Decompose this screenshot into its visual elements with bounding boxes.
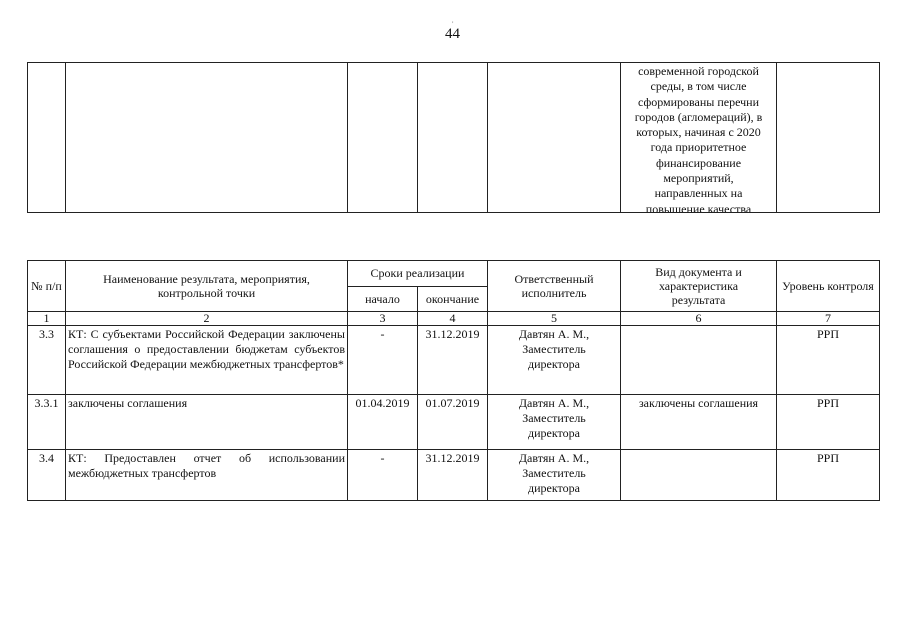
plan-table — [27, 260, 880, 501]
header-row-1 — [28, 261, 880, 287]
col-number: 1 — [28, 312, 66, 326]
continuation-row — [28, 63, 880, 213]
header-start: начало — [348, 286, 418, 312]
header-responsible: Ответственный исполнитель — [488, 261, 621, 312]
col-number: 6 — [621, 312, 777, 326]
header-name: Наименование результата, мероприятия, контрольной точки — [66, 261, 348, 312]
row-num: 3.3.1 — [28, 395, 66, 450]
continuation-line: современной городской — [638, 64, 759, 78]
row-start: - — [348, 450, 418, 501]
continuation-line: финансирование — [655, 155, 742, 170]
row-doc: заключены соглашения — [621, 395, 777, 450]
row-name: заключены соглашения — [66, 395, 348, 450]
row-end: 31.12.2019 — [418, 450, 488, 501]
row-doc — [621, 450, 777, 501]
col-number: 3 — [348, 312, 418, 326]
continuation-line: повышение качества — [645, 201, 752, 212]
row-start: 01.04.2019 — [348, 395, 418, 450]
continuation-cell-control — [777, 63, 880, 213]
row-control: РРП — [777, 326, 880, 395]
table-row — [28, 395, 880, 450]
row-name: КТ: Предоставлен отчет об использовании межбюджетных трансфертов — [66, 450, 348, 501]
continuation-line: направленных на — [654, 186, 743, 201]
table-row — [28, 326, 880, 395]
scan-mark: , — [452, 18, 454, 24]
continuation-line: мероприятий, — [663, 171, 734, 186]
continuation-text — [621, 63, 776, 212]
continuation-line: городов (агломераций), в — [634, 109, 763, 124]
continuation-cell-num — [28, 63, 66, 213]
continuation-cell-responsible — [488, 63, 621, 213]
continuation-cell-doc — [621, 63, 777, 213]
col-number: 4 — [418, 312, 488, 326]
continuation-line: года приоритетное — [650, 140, 747, 155]
header-end: окончание — [418, 286, 488, 312]
continuation-cell-start — [348, 63, 418, 213]
col-number: 2 — [66, 312, 348, 326]
column-numbers-row — [28, 312, 880, 326]
row-doc — [621, 326, 777, 395]
continuation-line: сформированы перечни — [637, 94, 760, 109]
row-responsible: Давтян А. М., Заместитель директора — [488, 326, 621, 395]
continuation-cell-end — [418, 63, 488, 213]
continuation-table — [27, 62, 880, 213]
page-number: 44 — [445, 26, 460, 42]
continuation-line: среды, в том числе — [650, 79, 747, 94]
table-row — [28, 450, 880, 501]
header-num: № п/п — [28, 261, 66, 312]
col-number: 7 — [777, 312, 880, 326]
row-start: - — [348, 326, 418, 395]
row-control: РРП — [777, 395, 880, 450]
header-doc: Вид документа и характеристика результата — [621, 261, 777, 312]
header-control: Уровень контроля — [777, 261, 880, 312]
header-terms: Сроки реализации — [348, 261, 488, 287]
row-name: КТ: С субъектами Российской Федерации заключены соглашения о предоставлении бюджетам субъектов Российской Федерации межбюджетных трансфертов* — [66, 326, 348, 395]
row-end: 31.12.2019 — [418, 326, 488, 395]
row-end: 01.07.2019 — [418, 395, 488, 450]
row-num: 3.3 — [28, 326, 66, 395]
row-responsible: Давтян А. М., Заместитель директора — [488, 395, 621, 450]
row-control: РРП — [777, 450, 880, 501]
col-number: 5 — [488, 312, 621, 326]
row-num: 3.4 — [28, 450, 66, 501]
continuation-cell-name — [66, 63, 348, 213]
continuation-line: которых, начиная с 2020 — [636, 125, 761, 140]
row-responsible: Давтян А. М., Заместитель директора — [488, 450, 621, 501]
